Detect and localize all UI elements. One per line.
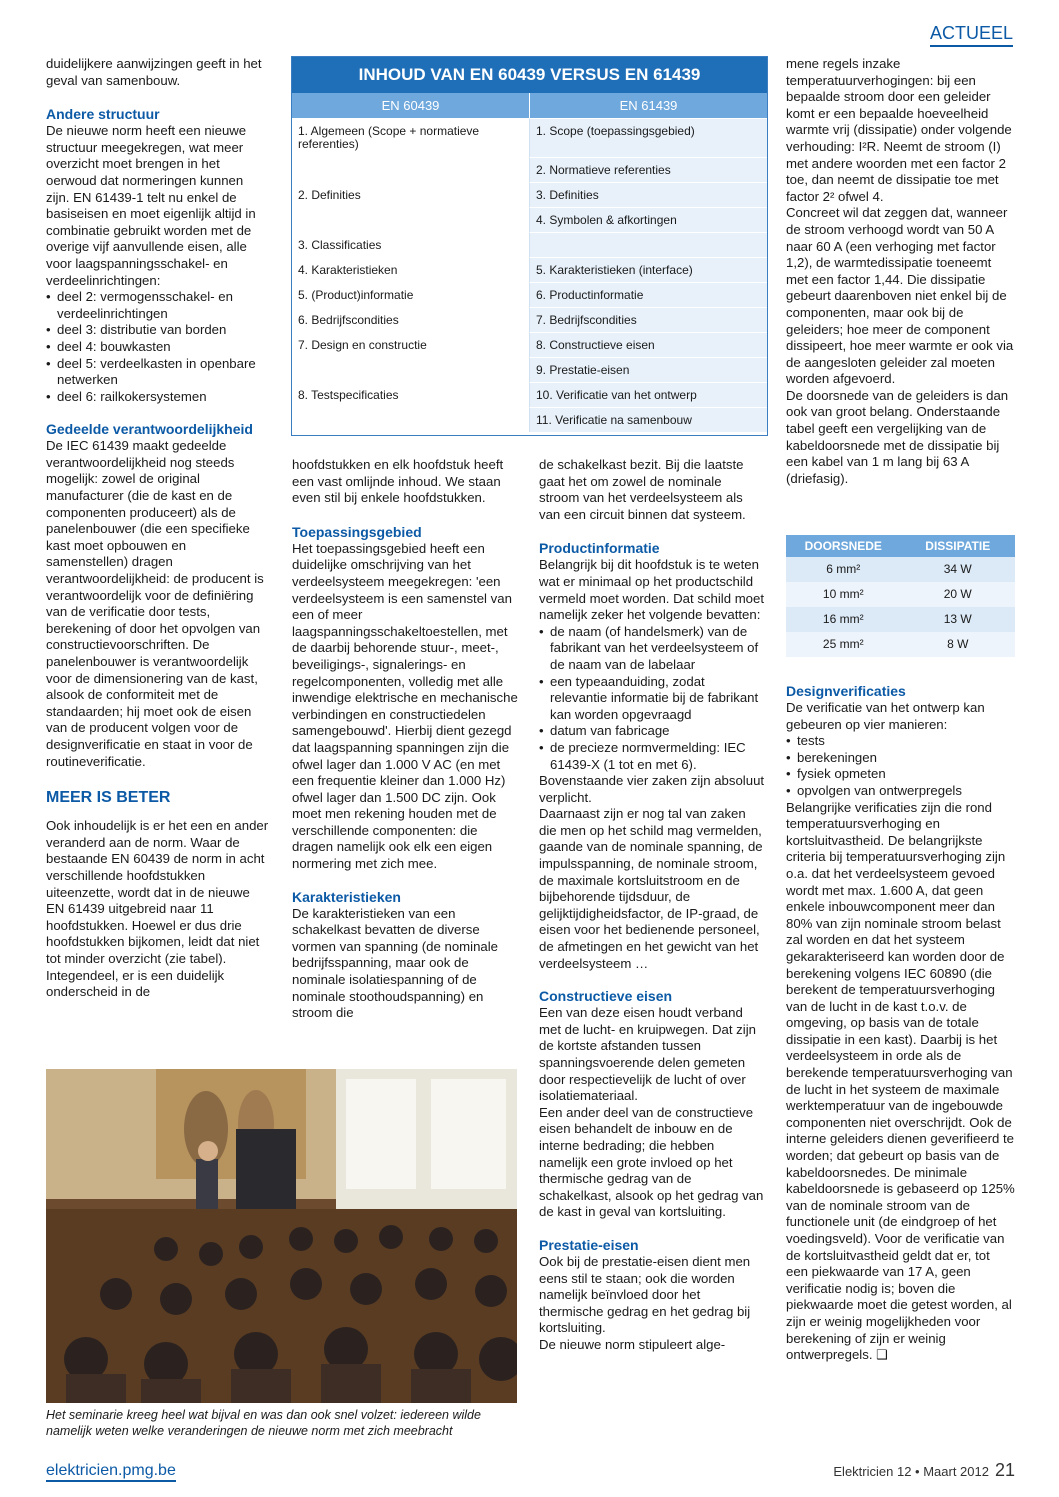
heading-andere-structuur: Andere structuur <box>46 106 160 123</box>
table-cell: 8. Testspecificaties <box>292 382 530 407</box>
heading-meer-is-beter: MEER IS BETER <box>46 789 171 807</box>
column-header-doorsnede: DOORSNEDE <box>804 539 882 553</box>
table-cell: 2. Normatieve referenties <box>530 157 767 182</box>
table-cell: 6. Bedrijfscondities <box>292 307 530 332</box>
list-item: • deel 5: verdeelkasten in openbare netwerken <box>46 356 270 389</box>
table-row <box>292 282 767 307</box>
table-cell: 5. (Product)informatie <box>292 282 530 307</box>
table-cell: 8 W <box>947 637 969 651</box>
paragraph: Concreet wil dat zeggen dat, wanneer de stroom verhoogd wordt van 50 A naar 60 A (een verhoging met factor 1,2), de warmtedissipatie toeneemt met een factor 1,44. Die dissipatie gebeurt daarenboven niet enkel bij de componenten, maar ook bij de geleiders; hoe meer de component dissipeert, hoe meer warmte er ook via de aangesloten geleider zal moeten worden afgevoerd. <box>786 205 1014 387</box>
paragraph: Een van deze eisen houdt verband met de lucht- en kruipwegen. Dat zijn de kortste afstanden tussen spanningsvoerende delen gemeten door respectievelijk de lucht of over isolatiemateriaal. <box>539 1005 756 1104</box>
column-1 <box>46 56 270 1001</box>
list-item: • deel 6: railkokersystemen <box>46 389 270 406</box>
table-row <box>292 207 767 232</box>
list-item: • opvolgen van ontwerpregels <box>786 783 1015 800</box>
paragraph: mene regels inzake temperatuurverhogingen: bij een bepaalde stroom door een geleider komt er een bepaalde hoeveelheid warmte vrij (dissipatie) onder volgende verhouding: I²R. Neemt de stroom (I) met andere woorden met een factor 2 toe, dan neemt de dissipatie toe met factor 2² ofwel 4. <box>786 56 1012 204</box>
paragraph: De karakteristieken van een schakelkast bevatten de diverse vormen van spanning (de nominale bedrijfsspanning, maar ook de nominale isolatiespanning of de nominale stoothoudspanning) en stroom die <box>292 905 498 1021</box>
heading-designverificaties: Designverificaties <box>786 683 906 699</box>
table-body <box>786 557 1015 657</box>
table-cell <box>292 357 530 382</box>
table-row <box>292 357 767 382</box>
column-2 <box>292 457 518 1022</box>
list-item: • tests <box>786 733 1015 750</box>
column-4-top <box>786 56 1015 487</box>
heading-gedeelde-verantwoordelijkheid: Gedeelde verantwoordelijkheid <box>46 421 253 438</box>
table-row <box>292 307 767 332</box>
column-header-en61439: EN 61439 <box>529 93 767 118</box>
table-header-row <box>786 535 1015 557</box>
footer-issue <box>833 1460 1015 1481</box>
table-cell: 6 mm² <box>826 562 861 576</box>
table-cell: 6. Productinformatie <box>530 282 767 307</box>
paragraph: Ook inhoudelijk is er het een en ander veranderd aan de norm. Waar de bestaande EN 60439 de norm in acht verschillende hoofdstukken uiteenzette, wordt dat in de nieuwe EN 61439 uitgebreid naar 11 hoofdstukken. Hoewel er dus drie hoofdstukken bijkomen, leidt dat niet tot minder overzicht (zie tabel). Integendeel, er is een duidelijk onderscheid in de <box>46 818 269 1000</box>
column-4-bottom <box>786 683 1015 1364</box>
issue-label: Elektricien 12 • Maart 2012 <box>833 1464 989 1479</box>
list-item: • fysiek opmeten <box>786 766 1015 783</box>
paragraph: Belangrijk bij dit hoofdstuk is te weten wat er minimaal op het productschild vermeld moet worden. Dat schild moet namelijk zeker het volgende bevatten: <box>539 557 765 623</box>
table-cell: 9. Prestatie-eisen <box>530 357 767 382</box>
seminar-photo-illustration <box>46 1069 517 1403</box>
heading-prestatie-eisen: Prestatie-eisen <box>539 1236 639 1253</box>
paragraph: Ook bij de prestatie-eisen dient men eens stil te staan; ook die worden namelijk beïnvloed door het thermische gedrag en het gedrag bij kortsluiting. <box>539 1253 751 1336</box>
table-cell: 3. Definities <box>530 182 767 207</box>
table-row <box>292 407 767 432</box>
table-cell: 34 W <box>943 562 972 576</box>
table-cell: 2. Definities <box>292 182 530 207</box>
paragraph: duidelijkere aanwijzingen geeft in het geval van samenbouw. <box>46 56 262 88</box>
list-item: • deel 4: bouwkasten <box>46 339 270 356</box>
parts-list <box>46 289 270 405</box>
table-cell: 7. Bedrijfscondities <box>530 307 767 332</box>
table-title: INHOUD VAN EN 60439 VERSUS EN 61439 <box>292 57 767 93</box>
table-row <box>786 582 1015 607</box>
table-cell: 20 W <box>943 587 972 601</box>
column-header-en60439: EN 60439 <box>292 93 529 118</box>
cable-dissipation-table <box>786 535 1015 657</box>
list-item: • de naam (of handelsmerk) van de fabrikant van het verdeelsysteem of de naam van de labelaar <box>539 624 765 674</box>
verification-methods-list <box>786 733 1015 799</box>
photo-caption: Het seminarie kreeg heel wat bijval en was dan ook snel volzet: iedereen wilde namelijk weten welke veranderingen de nieuwe norm met zich meebracht <box>46 1408 481 1438</box>
table-row <box>292 157 767 182</box>
footer-site-link[interactable]: elektricien.pmg.be <box>46 1461 176 1482</box>
list-item: • deel 2: vermogensschakel- en verdeelinrichtingen <box>46 289 270 322</box>
heading-karakteristieken: Karakteristieken <box>292 888 401 905</box>
comparison-table <box>291 56 768 436</box>
list-item: • deel 3: distributie van borden <box>46 322 270 339</box>
heading-productinformatie: Productinformatie <box>539 540 660 557</box>
table-header-row <box>292 93 767 118</box>
paragraph: hoofdstukken en elk hoofdstuk heeft een vast omlijnde inhoud. We staan even stil bij enkele hoofdstukken. <box>292 457 504 506</box>
table-cell: 13 W <box>943 612 972 626</box>
table-cell <box>292 207 530 232</box>
paragraph: de schakelkast bezit. Bij die laatste gaat het om zowel de nominale stroom van het verdeelsysteem als van een circuit binnen dat systeem. <box>539 457 746 522</box>
paragraph: Bovenstaande vier zaken zijn absoluut verplicht. <box>539 773 765 805</box>
table-cell: 4. Symbolen & afkortingen <box>530 207 767 232</box>
table-row <box>292 257 767 282</box>
table-cell: 10. Verificatie van het ontwerp <box>530 382 767 407</box>
list-item: • datum van fabricage <box>539 723 765 740</box>
section-tag: ACTUEEL <box>930 22 1013 47</box>
paragraph: De doorsnede van de geleiders is dan ook van groot belang. Onderstaande tabel geeft een vergelijking van de kabeldoorsnede met de dissipatie bij een kabel van 1 m lang bij 63 A (driefasig). <box>786 387 1009 486</box>
column-header-dissipatie: DISSIPATIE <box>925 539 991 553</box>
table-row <box>786 632 1015 657</box>
heading-constructieve-eisen: Constructieve eisen <box>539 988 673 1005</box>
paragraph: De nieuwe norm heeft een nieuwe structuur meegekregen, wat meer overzicht moet brengen in het oerwoud dat normeringen kunnen zijn. EN 61439-1 telt nu enkel de basiseisen en moet eigenlijk altijd in combinatie gebruikt worden met de overige vijf aanvullende eisen, alle voor laagspanningsschakel- en verdeelinrichtingen: <box>46 123 256 288</box>
table-cell: 10 mm² <box>822 587 864 601</box>
table-row <box>292 182 767 207</box>
table-cell: 16 mm² <box>822 612 864 626</box>
table-cell: 3. Classificaties <box>292 232 530 257</box>
table-cell <box>292 157 530 182</box>
table-cell: 1. Scope (toepassingsgebied) <box>530 118 767 157</box>
label-requirements-list <box>539 624 765 773</box>
table-row <box>292 382 767 407</box>
paragraph: Daarnaast zijn er nog tal van zaken die men op het schild mag vermelden, gaande van de nominale spanning, de impulsspanning, de nominale stroom, de maximale kortsluitstroom en de bijbehorende tijdsduur, de gelijktijdigheidsfactor, de IP-graad, de eisen voor het bedienende personeel, de afmetingen en het gewicht van het verdeelsysteem … <box>539 806 763 971</box>
paragraph: De nieuwe norm stipuleert alge- <box>539 1336 726 1352</box>
page-number: 21 <box>994 1460 1015 1480</box>
table-row <box>292 332 767 357</box>
list-item: • een typeaanduiding, zodat relevantie informatie bij de fabrikant kan worden opgevraagd <box>539 674 765 724</box>
table-cell: 8. Constructieve eisen <box>530 332 767 357</box>
list-item: • berekeningen <box>786 750 1015 767</box>
paragraph: De verificatie van het ontwerp kan gebeuren op vier manieren: <box>786 700 985 732</box>
paragraph: Een ander deel van de constructieve eisen behandelt de inbouw en de interne bedrading; die hebben namelijk een grote invloed op het thermische gedrag van de schakelkast, alsook op het gedrag van de kast in geval van kortsluiting. <box>539 1104 764 1220</box>
column-3 <box>539 457 765 1354</box>
table-cell: 4. Karakteristieken <box>292 257 530 282</box>
table-cell: 1. Algemeen (Scope + normatieve referenties) <box>292 118 530 157</box>
table-cell <box>530 232 767 257</box>
table-row <box>292 118 767 157</box>
seminar-photo <box>46 1069 517 1403</box>
table-cell: 5. Karakteristieken (interface) <box>530 257 767 282</box>
table-row <box>786 607 1015 632</box>
table-cell <box>292 407 530 432</box>
list-item: • de precieze normvermelding: IEC 61439-X (1 tot en met 6). <box>539 740 765 773</box>
paragraph: Het toepassingsgebied heeft een duidelijke omschrijving van het verdeelsysteem meegekregen: 'een verdeelsysteem is een samenstel van een of meer laagspanningsschakeltoestellen, met de daarbij behorende stuur-, meet-, beveiligings-, signalerings- en regelcomponenten, volledig met alle inwendige elektrische en mechanische verbindingen en constructiedelen samengebouwd'. Hierbij dient gezegd dat laagspanning spanningen zijn die ofwel lager dan 1.000 V AC (en met een frequentie kleiner dan 1.000 Hz) ofwel lager dan 1.500 DC zijn. Ook moet men rekening houden met de verschillende componenten: die dragen namelijk ook elk een eigen normering met zich mee. <box>292 540 518 872</box>
table-row <box>786 557 1015 582</box>
table-cell: 11. Verificatie na samenbouw <box>530 407 767 432</box>
paragraph: De IEC 61439 maakt gedeelde verantwoordelijkheid nog steeds mogelijk: zowel de original manufacturer (die de kast en de componenten produceert) als de panelenbouwer (die een specifieke kast moet opbouwen en samenstellen) dragen verantwoordelijkheid: de producent is verantwoordelijk voor de definiëring van de verificatie door tests, berekening of door het opvolgen van constructievoorschriften. De panelenbouwer is verantwoordelijk voor de dimensionering van de kast, alsook de conformiteit met de standaarden; hij moet ook de eisen van de producent volgen voor de designverificatie en staat in voor de routineverificatie. <box>46 438 264 769</box>
table-row <box>292 232 767 257</box>
heading-toepassingsgebied: Toepassingsgebied <box>292 523 422 540</box>
paragraph <box>786 800 1015 1364</box>
paragraph-text: Belangrijke verificaties zijn die rond temperatuursverhoging en kortsluitvastheid. De belangrijkste criteria bij temperatuursverhoging zijn o.a. dat het verdeelsysteem gevoed wordt met max. 1.600 A, dat geen enkele inbouwcomponent meer dan 80% van zijn nominale stroom belast zal worden en dat het systeem gekarakteriseerd kan worden door de berekening volgens IEC 60890 (die berekent de temperatuursverhoging van de lucht in de kast t.o.v. de omgeving, op basis van de totale dissipatie in een kast). Daarbij is het verdeelsysteem in orde als de berekende temperatuursverhoging van de lucht in het systeem de maximale werktemperatuur van de ingebouwde componenten niet overschrijdt. Ook de interne geleiders dienen geverifieerd te worden; dat gebeurt op basis van de kabeldoorsnedes. De minimale kabeldoorsnede is gebaseerd op 125% van de nominale stroom van de functionele unit (de eindgroep of het voedingsveld). Voor de verificatie van de kortsluitvastheid geldt dat er, tot een piekwaarde van 17 A, geen verificatie nodig is; boven die piekwaarde moet die getest worden, al zijn er weinig mogelijkheden voor berekening of zijn er weinig ontwerpregels. <box>786 799 1015 1363</box>
table-cell: 25 mm² <box>822 637 864 651</box>
end-mark-icon: ❑ <box>876 1347 888 1363</box>
table-cell: 7. Design en constructie <box>292 332 530 357</box>
